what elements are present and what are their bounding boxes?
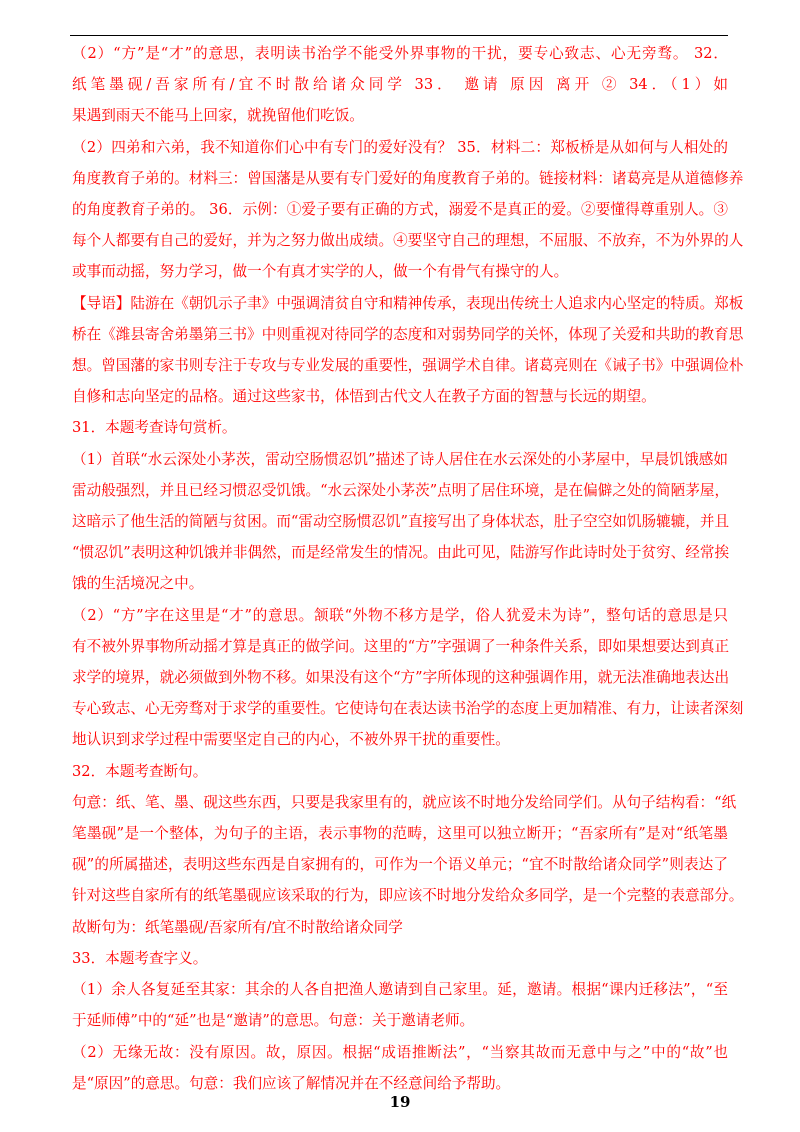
text-line: （2）“方”字在这里是“才”的意思。颔联“外物不移方是学，俗人犹爱未为诗”，整句话的意思是只 [72, 606, 728, 624]
text-line: “惯忍饥”表明这种饥饿并非偶然，而是经常发生的情况。由此可见，陆游写作此诗时处于贫穷、经常挨 [72, 544, 730, 562]
text-line: 有不被外界事物所动摇才算是真正的做学问。这里的“方”字强调了一种条件关系，即如果想要达到真正 [72, 637, 730, 655]
text-line: 或事而动摇，努力学习，做一个有真才实学的人，做一个有骨气有操守的人。 [72, 263, 569, 281]
text-line: 雷动般强烈，并且已经习惯忍受饥饿。“水云深处小茅茨”点明了居住环境，是在偏僻之处的简陋茅屋， [72, 481, 730, 499]
text-line: 每个人都要有自己的爱好，并为之努力做出成绩。④要坚守自己的理想，不屈服、不放弃，不为外界的人 [72, 232, 744, 250]
text-line: 32．本题考查断句。 [72, 762, 208, 780]
text-line: 饿的生活境况之中。 [72, 575, 204, 593]
text-line: 地认识到求学过程中需要坚定自己的内心，不被外界干扰的重要性。 [72, 731, 510, 749]
answer-content [72, 38, 744, 1099]
text-line: 故断句为：纸笔墨砚/吾家所有/宜不时散给诸众同学 [72, 918, 403, 936]
text-line: 33．本题考查字义。 [72, 949, 208, 967]
text-line: 专心致志、心无旁骛对于求学的重要性。它使诗句在表达读书治学的态度上更加精准、有力，让读者深刻 [72, 700, 744, 718]
text-line: 这暗示了他生活的简陋与贫困。而“雷动空肠惯忍饥”直接写出了身体状态，肚子空空如饥肠辘辘，并且 [72, 513, 730, 531]
text-line: （2）四弟和六弟，我不知道你们心中有专门的爱好没有？ 35．材料二：郑板桥是从如何与人相处的 [72, 138, 728, 156]
text-line: 桥在《潍县寄舍弟墨第三书》中则重视对待同学的态度和对弱势同学的关怀，体现了关爱和共助的教育思 [72, 325, 744, 343]
text-line: 句意：纸、笔、墨、砚这些东西，只要是我家里有的，就应该不时地分发给同学们。从句子结构看：“纸 [72, 793, 737, 811]
text-line: 笔墨砚”是一个整体，为句子的主语，表示事物的范畴，这里可以独立断开；“吾家所有”是对“纸笔墨 [72, 825, 728, 843]
text-line: 是“原因”的意思。句意：我们应该了解情况并在不经意间给予帮助。 [72, 1074, 511, 1092]
text-line: 自修和志向坚定的品格。通过这些家书，体悟到古代文人在教子方面的智慧与长远的期望。 [72, 388, 656, 406]
text-line: 的角度教育子弟的。 36．示例：①爱子要有正确的方式，溺爱不是真正的爱。②要懂得尊重别人。③ [72, 201, 728, 219]
text-line: 角度教育子弟的。材料三：曾国藩是从要有专门爱好的角度教育子弟的。链接材料：诸葛亮是从道德修养 [72, 169, 744, 187]
text-line: 果遇到雨天不能马上回家，就挽留他们吃饭。 [72, 107, 364, 125]
text-line: （1）余人各复延至其家：其余的人各自把渔人邀请到自己家里。延，邀请。根据“课内迁移法”，“至 [72, 981, 728, 999]
text-line: 想。曾国藩的家书则专注于专攻与专业发展的重要性，强调学术自律。诸葛亮则在《诫子书》中强调俭朴 [72, 357, 744, 375]
header-rule [70, 35, 728, 36]
text-line: 31．本题考查诗句赏析。 [72, 419, 237, 437]
text-line: （2）无缘无故：没有原因。故，原因。根据“成语推断法”，“当察其故而无意中与之”中的“故”也 [72, 1043, 728, 1061]
text-line: 【导语】陆游在《朝饥示子聿》中强调清贫自守和精神传承，表现出传统士人追求内心坚定的特质。郑板 [72, 294, 744, 312]
text-line: 纸笔墨砚/吾家所有/宜不时散给诸众同学 33． 邀请 原因 离开 ② 34．（1）如 [72, 76, 728, 94]
text-line: 于延师傅”中的“延”也是“邀请”的意思。句意：关于邀请老师。 [72, 1012, 475, 1030]
text-line: 针对这些自家所有的纸笔墨砚应该采取的行为，即应该不时地分发给众多同学，是一个完整的表意部分。 [72, 887, 744, 905]
text-line: （1）首联“水云深处小茅茨，雷动空肠惯忍饥”描述了诗人居住在水云深处的小茅屋中，早晨饥饿感如 [72, 450, 728, 468]
page-number: 19 [389, 1093, 411, 1111]
text-line: 求学的境界，就必须做到外物不移。如果没有这个“方”字所体现的这种强调作用，就无法准确地表达出 [72, 669, 730, 687]
text-line: 砚”的所属描述，表明这些东西是自家拥有的，可作为一个语义单元；“宜不时散给诸众同学”则表达了 [72, 856, 728, 874]
text-line: （2）“方”是“才”的意思，表明读书治学不能受外界事物的干扰，要专心致志、心无旁骛。 32． [72, 45, 728, 62]
